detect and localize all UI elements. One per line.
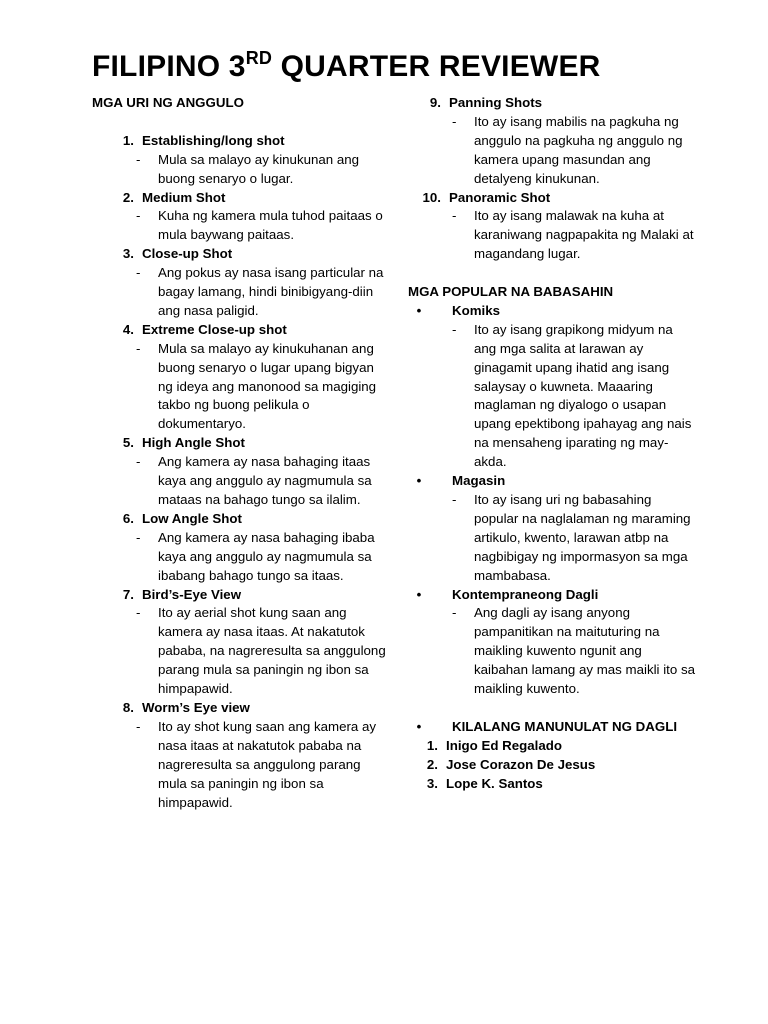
description-text: Ito ay isang grapikong midyum na ang mga salita at larawan ay ginagamit upang ihatid ang isang salaysay o kuwneta. Maaaring maglaman ng diyalogo o usapan upang epektibong ipahayag ang nais na mensaheng iparating ng may-akda. — [474, 321, 692, 470]
dash-marker: - — [136, 605, 141, 621]
description-text: Mula sa malayo ay kinukuhanan ang buong senaryo o lugar upang bigyan ng ideya ang manonood sa magiging takbo ng buong pelikula o dokumentaryo. — [158, 340, 377, 432]
dash-marker: - — [452, 605, 457, 621]
list-item — [408, 586, 698, 605]
item-number: 7. — [122, 586, 134, 602]
dash-marker: - — [136, 529, 141, 545]
item-number: 6. — [122, 510, 134, 526]
list-item — [92, 699, 392, 718]
description-text: Ang kamera ay nasa bahaging itaas kaya ang anggulo ay nagmumula sa mataas na bahago tungo sa ilalim. — [158, 454, 372, 508]
list-item — [92, 510, 392, 529]
writer-item — [408, 737, 698, 756]
item-number: 2. — [426, 756, 438, 772]
item-number: 1. — [426, 737, 438, 753]
item-title: Magasin — [452, 473, 506, 489]
title-superscript: RD — [245, 48, 273, 68]
item-description — [408, 207, 698, 264]
item-title: Panning Shots — [449, 95, 543, 110]
right-column — [408, 94, 698, 794]
item-number: 2. — [122, 189, 134, 205]
bullet-icon: • — [416, 718, 422, 734]
description-text: Kuha ng kamera mula tuhod paitaas o mula baywang paitaas. — [158, 208, 383, 243]
list-item — [92, 434, 392, 453]
writers-heading: • KILALANG MANUNULAT NG DAGLI — [408, 718, 698, 737]
item-number: 3. — [426, 775, 438, 791]
anggulo-list-continued — [408, 94, 698, 264]
list-item — [92, 189, 392, 208]
dash-marker: - — [136, 265, 141, 281]
description-text: Ito ay isang uri ng babasahing popular na naglalaman ng maraming artikulo, kwento, larawan atbp na nagbibigay ng impormasyon sa mga mambabasa. — [474, 492, 691, 583]
item-description — [92, 264, 392, 321]
list-item — [92, 245, 392, 264]
item-title: Komiks — [452, 302, 501, 318]
item-description — [92, 453, 392, 510]
description-text: Mula sa malayo ay kinukunan ang buong senaryo o lugar. — [158, 151, 360, 186]
item-title: Establishing/long shot — [142, 132, 285, 148]
bullet-icon: • — [416, 473, 422, 489]
writer-name: Inigo Ed Regalado — [446, 737, 562, 753]
item-description — [92, 604, 392, 699]
item-description — [408, 321, 698, 472]
dash-marker: - — [136, 718, 141, 734]
item-number: 3. — [122, 246, 134, 262]
writer-item — [408, 775, 698, 794]
item-title: Bird’s-Eye View — [142, 586, 242, 602]
dash-marker: - — [136, 340, 141, 356]
item-title: Low Angle Shot — [142, 510, 242, 526]
section-heading-popular: MGA POPULAR NA BABASAHIN — [408, 284, 614, 300]
page-title: FILIPINO 3RD QUARTER REVIEWER — [92, 48, 601, 83]
item-description — [408, 604, 698, 699]
dash-marker: - — [136, 208, 141, 224]
list-item — [408, 94, 698, 113]
dash-marker: - — [452, 208, 457, 224]
description-text: Ito ay isang malawak na kuha at karaniwang nagpapakita ng Malaki at magandang lugar. — [474, 208, 694, 262]
item-number: 8. — [122, 699, 134, 715]
dash-marker: - — [452, 492, 457, 508]
writer-name: Lope K. Santos — [446, 775, 543, 791]
item-description — [92, 529, 392, 586]
item-title: Panoramic Shot — [449, 189, 551, 205]
item-description — [92, 340, 392, 435]
item-number: 4. — [122, 321, 134, 337]
list-item — [92, 586, 392, 605]
item-title: Extreme Close-up shot — [142, 321, 287, 337]
writer-item — [408, 756, 698, 775]
description-text: Ito ay shot kung saan ang kamera ay nasa itaas at nakatutok pababa na nagreresulta sa anggulong parang mula sa paningin ng ibon sa himpapawid. — [158, 718, 377, 810]
section-heading-anggulo: MGA URI NG ANGGULO — [92, 95, 244, 110]
list-item — [92, 132, 392, 151]
dash-marker: - — [452, 113, 457, 129]
anggulo-list — [92, 132, 392, 813]
item-title: Kontempraneong Dagli — [452, 586, 599, 602]
item-description — [92, 718, 392, 813]
writer-name: Jose Corazon De Jesus — [446, 756, 596, 772]
left-column — [92, 94, 392, 812]
popular-list — [408, 302, 698, 699]
dash-marker: - — [136, 454, 141, 470]
item-description — [92, 151, 392, 189]
bullet-icon: • — [416, 586, 422, 602]
dash-marker: - — [452, 321, 457, 337]
item-title: Medium Shot — [142, 189, 226, 205]
description-text: Ito ay isang mabilis na pagkuha ng anggulo na pagkuha ng anggulo ng kamera upang masundan ang detalyeng kinukunan. — [474, 113, 683, 186]
list-item — [92, 321, 392, 340]
bullet-icon: • — [416, 302, 422, 318]
description-text: Ang dagli ay isang anyong pampanitikan na maituturing na maikling kuwento ngunit ang kaibahan lamang ay mas maikli ito sa maikling kuwento. — [474, 605, 695, 697]
item-title: High Angle Shot — [142, 435, 245, 451]
item-number: 5. — [122, 435, 134, 451]
list-item — [408, 472, 698, 491]
item-description — [92, 207, 392, 245]
list-item — [408, 302, 698, 321]
item-description — [408, 113, 698, 189]
item-title: Close-up Shot — [142, 246, 233, 262]
item-number: 1. — [122, 132, 134, 148]
description-text: Ito ay aerial shot kung saan ang kamera ay nasa itaas. At nakatutok pababa, na nagreresulta sa anggulong parang mula sa paningin ng ibon sa himpapawid. — [158, 605, 386, 697]
list-item — [408, 189, 698, 208]
description-text: Ang kamera ay nasa bahaging ibaba kaya ang anggulo ay nagmumula sa ibabang bahago tungo sa itaas. — [158, 529, 375, 583]
item-number: 10. — [422, 189, 441, 205]
dash-marker: - — [136, 151, 141, 167]
item-description — [408, 491, 698, 586]
description-text: Ang pokus ay nasa isang particular na bagay lamang, hindi binibigyang-diin ang nasa paligid. — [158, 265, 384, 318]
item-number: 9. — [429, 95, 441, 110]
writers-list — [408, 737, 698, 794]
item-title: Worm’s Eye view — [142, 699, 250, 715]
